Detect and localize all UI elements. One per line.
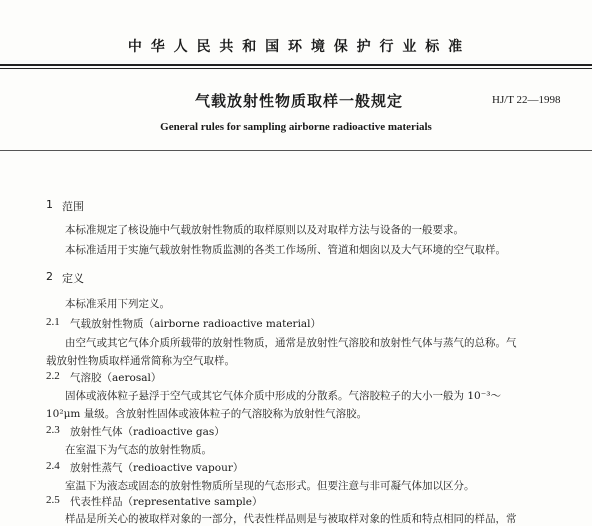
definition-2-1-line-1: 由空气或其它气体介质所载带的放射性物质，通常是放射性气溶胶和放射性气体与蒸气的总称。气 <box>65 337 517 349</box>
section-1-paragraph-2: 本标准适用于实施气载放射性物质监测的各类工作场所、管道和烟囱以及大气环境的空气取样。 <box>65 244 506 256</box>
document-title-cn: 气载放射性物质取样一般规定 <box>195 92 404 110</box>
definition-2-4-term: 放射性蒸气（redioactive vapour） <box>70 462 244 474</box>
header-rule-bottom <box>0 68 592 69</box>
header-rule-top <box>0 64 592 66</box>
standard-category-header: 中 华 人 民 共 和 国 环 境 保 护 行 业 标 准 <box>127 39 465 55</box>
standard-code: HJ/T 22—1998 <box>492 94 561 106</box>
title-divider <box>0 150 592 151</box>
document-title-en: General rules for sampling airborne radioactive materials <box>160 121 432 133</box>
definition-2-1-line-2: 载放射性物质取样通常简称为空气取样。 <box>46 355 235 367</box>
definition-2-1-term: 气载放射性物质（airborne radioactive material） <box>70 318 322 330</box>
definition-2-4-line-1: 室温下为液态或固态的放射性物质所呈现的气态形式。但要注意与非可凝气体加以区分。 <box>65 480 475 492</box>
definition-2-1-number: 2.1 <box>46 316 60 328</box>
section-1-number: 1 <box>46 198 53 211</box>
section-2-intro: 本标准采用下列定义。 <box>65 298 170 310</box>
definition-2-4-number: 2.4 <box>46 460 60 472</box>
definition-2-2-line-2: 10²μm 量级。含放射性固体或液体粒子的气溶胶称为放射性气溶胶。 <box>46 408 368 420</box>
definition-2-3-line-1: 在室温下为气态的放射性物质。 <box>65 444 212 456</box>
definition-2-5-term: 代表性样品（representative sample） <box>70 496 263 508</box>
definition-2-3-term: 放射性气体（radioactive gas） <box>70 426 225 438</box>
section-2-number: 2 <box>46 270 53 283</box>
definition-2-2-term: 气溶胶（aerosal） <box>70 372 162 384</box>
section-1-heading: 范围 <box>62 200 84 213</box>
section-2-heading: 定义 <box>62 272 84 285</box>
section-1-paragraph-1: 本标准规定了核设施中气载放射性物质的取样原则以及对取样方法与设备的一般要求。 <box>65 224 464 236</box>
definition-2-5-number: 2.5 <box>46 494 60 506</box>
definition-2-2-number: 2.2 <box>46 370 60 382</box>
definition-2-5-line-1: 样品是所关心的被取样对象的一部分，代表性样品则是与被取样对象的性质和特点相同的样品，常 <box>65 513 517 525</box>
definition-2-3-number: 2.3 <box>46 424 60 436</box>
definition-2-2-line-1: 固体或液体粒子悬浮于空气或其它气体介质中形成的分散系。气溶胶粒子的大小一般为 10⁻³～ <box>65 390 501 402</box>
